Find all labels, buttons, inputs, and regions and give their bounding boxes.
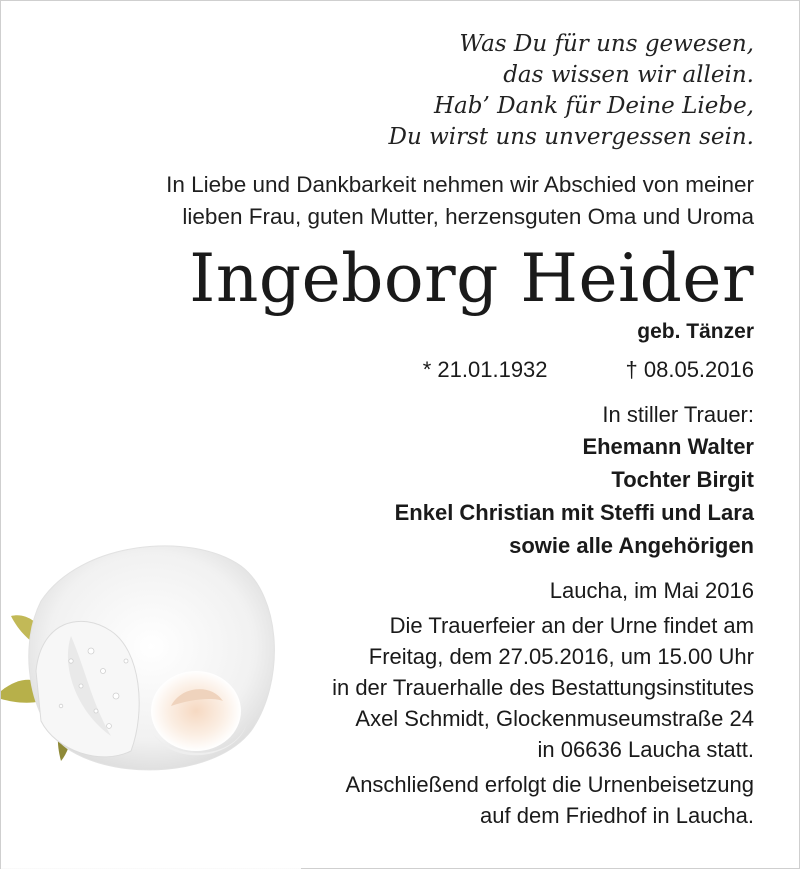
birth-date: * 21.01.1932 (422, 357, 548, 382)
mourner: Ehemann Walter (582, 434, 754, 459)
life-dates (24, 355, 754, 385)
verse-line: Hab’ Dank für Deine Liebe, (434, 93, 754, 119)
burial-info (24, 769, 754, 831)
burial-line: Anschließend erfolgt die Urnenbeisetzung (345, 772, 754, 797)
funeral-line: Axel Schmidt, Glockenmuseumstraße 24 (355, 706, 754, 731)
verse-line: das wissen wir allein. (503, 62, 754, 88)
verse-line: Du wirst uns unvergessen sein. (388, 124, 754, 150)
funeral-line: Freitag, dem 27.05.2016, um 15.00 Uhr (368, 644, 754, 669)
mourner: Enkel Christian mit Steffi und Lara (394, 500, 754, 525)
place-date: Laucha, im Mai 2016 (549, 578, 754, 603)
burial-line: auf dem Friedhof in Laucha. (480, 803, 754, 828)
funeral-line: in der Trauerhalle des Bestattungsinstitutes (332, 675, 754, 700)
deceased-name: Ingeborg Heider (189, 240, 754, 317)
notice-text (24, 29, 754, 831)
mourning-intro: In stiller Trauer: (602, 402, 754, 427)
mourners-list (24, 430, 754, 562)
death-date: † 08.05.2016 (625, 357, 754, 382)
memorial-verse (24, 29, 754, 153)
maiden-name: geb. Tänzer (637, 320, 754, 343)
farewell-intro (24, 169, 754, 233)
verse-line: Was Du für uns gewesen, (459, 31, 754, 57)
mourner: Tochter Birgit (611, 467, 754, 492)
mourner: sowie alle Angehörigen (509, 533, 754, 558)
intro-line: In Liebe und Dankbarkeit nehmen wir Abschied von meiner (166, 172, 754, 197)
funeral-info (24, 610, 754, 765)
funeral-line: Die Trauerfeier an der Urne findet am (389, 613, 754, 638)
funeral-line: in 06636 Laucha statt. (537, 737, 754, 762)
intro-line: lieben Frau, guten Mutter, herzensguten Oma und Uroma (182, 204, 754, 229)
